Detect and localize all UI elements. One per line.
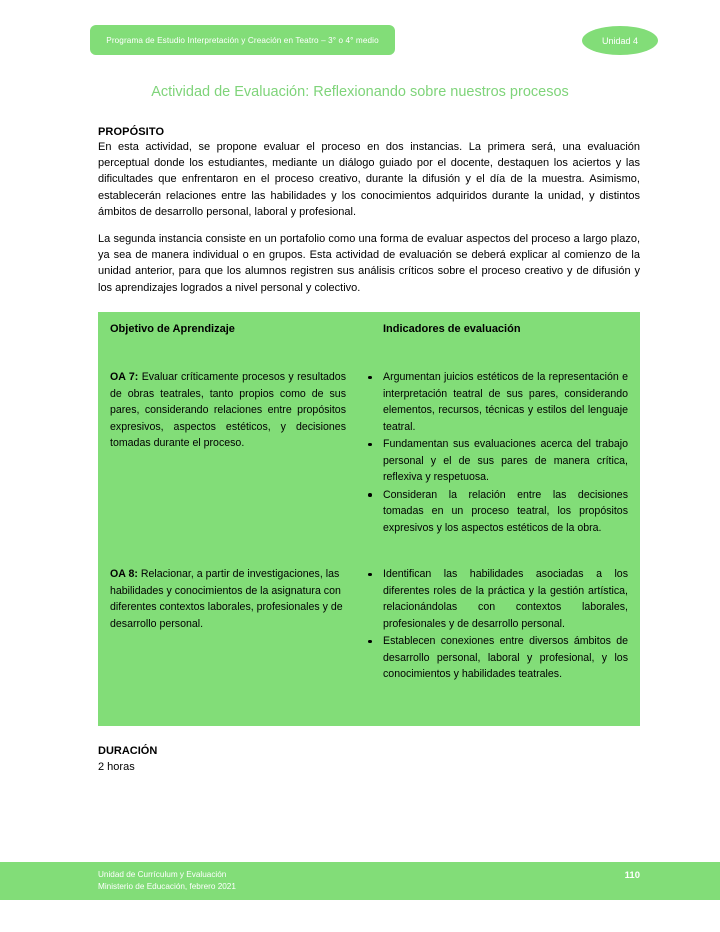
- footer-text-block: [98, 869, 236, 893]
- footer-content: [98, 869, 640, 893]
- oa7-code: OA 7:: [110, 371, 139, 383]
- oa7-body: Evaluar críticamente procesos y resultados de obras teatrales, tanto propios como de sus pares, considerando relaciones entre propósitos expresivos, aspectos estéticos, y decisiones tomadas durante el proceso.: [110, 371, 346, 449]
- footer-line-1: Unidad de Currículum y Evaluación: [98, 870, 227, 879]
- table-cell-indicadores-oa7: [360, 335, 640, 537]
- table-cell-objetivo-oa8: [98, 537, 360, 684]
- list-item: Argumentan juicios estéticos de la representación e interpretación teatral de sus pares, considerando elementos, recursos, técnicas y estilos del lenguaje teatral.: [360, 369, 628, 435]
- oa8-body: Relacionar, a partir de investigaciones, las habilidades y conocimientos de la asignatura con diferentes contextos laborales, profesionales y de desarrollo personal.: [110, 568, 343, 630]
- duracion-value: 2 horas: [98, 761, 135, 773]
- list-item: Consideran la relación entre las decisiones tomadas en un proceso teatral, los propósitos expresivos y los aspectos estéticos de la obra.: [360, 487, 628, 537]
- duracion-label: DURACIÓN: [98, 745, 158, 757]
- unit-badge: [582, 26, 658, 55]
- oa8-text: [110, 566, 346, 632]
- objetivos-indicadores-table: [98, 312, 640, 726]
- oa7-text: [110, 369, 346, 452]
- proposito-label: PROPÓSITO: [98, 126, 165, 138]
- header-banner-text: Programa de Estudio Interpretación y Creación en Teatro – 3° o 4° medio: [106, 35, 379, 45]
- footer-banner: [0, 862, 720, 900]
- list-item: Fundamentan sus evaluaciones acerca del trabajo personal y el de sus pares de manera crítica, reflexiva y respetuosa.: [360, 436, 628, 486]
- table-header-indicadores: Indicadores de evaluación: [383, 323, 521, 335]
- table-cell-indicadores-oa8: [360, 537, 640, 684]
- duracion-section: [98, 745, 640, 773]
- table-cell-objetivo-oa7: [98, 335, 360, 537]
- table-row: [98, 335, 640, 537]
- proposito-paragraph-1: En esta actividad, se propone evaluar el proceso en dos instancias. La primera será, una evaluación perceptual donde los estudiantes, mediante un diálogo guiado por el docente, destaquen los aciertos y las dificultades que enfrentaron en el proceso creativo, durante la difusión y el día de la muestra. Asimismo, establecerán relaciones entre las habilidades y los conocimientos adquiridos durante la unidad, y distintos ámbitos de desarrollo personal, laboral y profesional.: [98, 141, 640, 218]
- page-title: Actividad de Evaluación: Reflexionando sobre nuestros procesos: [151, 84, 569, 100]
- page-number: 110: [624, 870, 640, 881]
- header-banner: [90, 25, 395, 55]
- indicator-list-oa7: [360, 369, 628, 536]
- table-header-row: [98, 312, 640, 335]
- table-row: [98, 537, 640, 684]
- table-header-objetivo: Objetivo de Aprendizaje: [110, 323, 235, 335]
- indicator-list-oa8: [360, 566, 628, 683]
- oa8-code: OA 8:: [110, 568, 138, 580]
- proposito-paragraph-2: La segunda instancia consiste en un portafolio como una forma de evaluar aspectos del proceso a largo plazo, ya sea de manera individual o en grupos. Esta actividad de evaluación se deberá explicar al comienzo de la unidad anterior, para que los alumnos registren sus análisis críticos sobre el proceso creativo y de difusión y los aprendizajes logrados a nivel personal y colectivo.: [98, 233, 640, 294]
- list-item: Establecen conexiones entre diversos ámbitos de desarrollo personal, laboral y profesional, y los conocimientos y habilidades teatrales.: [360, 633, 628, 683]
- footer-line-2: Ministerio de Educación, febrero 2021: [98, 882, 236, 891]
- proposito-section: [98, 126, 640, 296]
- list-item: Identifican las habilidades asociadas a los diferentes roles de la práctica y la gestión artística, relacionándolas con contextos laborales, profesionales y de desarrollo personal.: [360, 566, 628, 632]
- unit-badge-label: Unidad 4: [601, 35, 639, 46]
